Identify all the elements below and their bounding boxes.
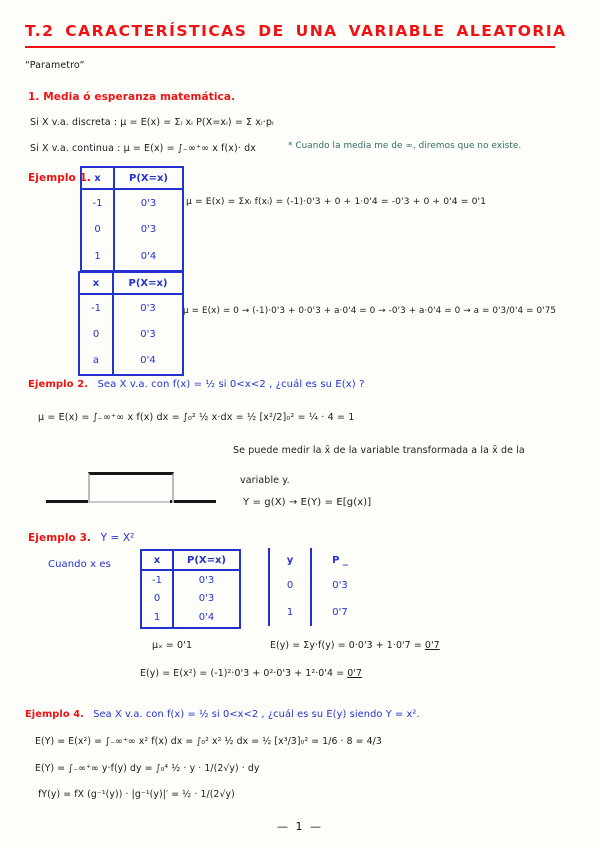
table-cell: 0'3 xyxy=(310,572,368,599)
table-header-x: x xyxy=(82,168,115,190)
formula-discrete: Si X v.a. discreta : μ = E(x) = Σᵢ xᵢ P(X=xᵢ) = Σ xᵢ·pᵢ xyxy=(30,117,274,128)
formula-text: E(y) = Σy·f(y) = 0·0'3 + 1·0'7 = xyxy=(270,640,425,651)
table-cell: a xyxy=(80,348,114,374)
formula-result: 0'7 xyxy=(424,640,440,651)
table-cell: 1 xyxy=(268,599,310,626)
title-underline xyxy=(25,46,555,48)
ejemplo3-mu: μₓ = 0'1 xyxy=(152,640,193,651)
sketch-baseline-left xyxy=(46,500,90,503)
table-cell: 1 xyxy=(82,243,115,270)
table-cell: 0 xyxy=(142,590,174,609)
table-cell: 0'3 xyxy=(198,574,215,586)
table-cell: 0'4 xyxy=(140,251,157,263)
sketch-baseline-right xyxy=(170,500,216,503)
table-cell: -1 xyxy=(80,295,114,321)
ejemplo3-table-y xyxy=(268,548,368,626)
table-header-y: y xyxy=(268,548,310,572)
table-header-p: P(X=x) xyxy=(174,551,239,571)
ejemplo4-statement: Sea X v.a. con f(x) = ½ si 0<x<2 , ¿cuál es su E(y) siendo Y = x². xyxy=(93,709,420,720)
page-title: T.2 CARACTERÍSTICAS DE UNA VARIABLE ALEATORIA xyxy=(25,22,567,40)
ejemplo3-statement-row xyxy=(28,532,134,544)
ejemplo2-statement: Sea X v.a. con f(x) = ½ si 0<x<2 , ¿cuál es su E(x) ? xyxy=(97,379,365,390)
ejemplo3-table-x xyxy=(140,549,241,629)
ejemplo1-table-b xyxy=(78,271,184,376)
table-cell: 0'3 xyxy=(140,302,156,314)
table-cell: 0'3 xyxy=(140,197,157,209)
table-header-p: P(X=x) xyxy=(114,273,182,295)
table-cell: 0'3 xyxy=(140,224,157,236)
table-header-x: x xyxy=(80,273,114,295)
table-header-x: x xyxy=(142,551,174,571)
ejemplo3-statement: Y = X² xyxy=(100,532,135,544)
margin-note-infinite-mean: * Cuando la media me de ∞, diremos que no existe. xyxy=(288,141,522,151)
table-cell: -1 xyxy=(82,190,115,217)
page-number: — 1 — xyxy=(277,820,323,833)
table-cell: 0 xyxy=(82,217,115,244)
subtitle-parametro: “Parametro” xyxy=(25,60,85,71)
transform-note-line1: Se puede medir la x̄ de la variable transformada a la x̄ de la xyxy=(233,445,525,456)
ejemplo4-formula1: E(Y) = E(x²) = ∫₋∞⁺∞ x² f(x) dx = ∫₀² x² ½ dx = ½ [x³/3]₀² = 1/6 · 8 = 4/3 xyxy=(35,736,382,747)
table-header-p: P(X=x) xyxy=(115,168,182,190)
ejemplo4-formula2: E(Y) = ∫₋∞⁺∞ y·f(y) dy = ∫₀⁴ ½ · y · 1/(2√y) · dy xyxy=(35,763,260,774)
ejemplo4-label: Ejemplo 4. xyxy=(25,709,84,720)
ejemplo2-label: Ejemplo 2. xyxy=(28,379,89,390)
ejemplo2-statement-row xyxy=(28,379,365,390)
ejemplo2-formula: μ = E(x) = ∫₋∞⁺∞ x f(x) dx = ∫₀² ½ x·dx = ½ [x²/2]₀² = ¼ · 4 = 1 xyxy=(38,412,355,423)
ejemplo3-caption: Cuando x es xyxy=(48,559,111,570)
table-cell: 0 xyxy=(268,572,310,599)
formula-text: E(y) = E(x²) = (-1)²·0'3 + 0²·0'3 + 1²·0'4 = xyxy=(140,668,348,679)
table-cell: 0'3 xyxy=(140,328,156,340)
table-cell: 0'3 xyxy=(198,593,215,605)
ejemplo4-statement-row xyxy=(25,709,420,720)
ejemplo1-table-a xyxy=(80,166,184,272)
table-cell: 0'7 xyxy=(310,599,368,626)
ejemplo1-formula-a: μ = E(x) = Σxᵢ f(xᵢ) = (-1)·0'3 + 0 + 1·0'4 = -0'3 + 0 + 0'4 = 0'1 xyxy=(186,196,487,207)
ejemplo3-label: Ejemplo 3. xyxy=(28,532,92,544)
ejemplo1-label: Ejemplo 1. xyxy=(28,172,92,184)
table-cell: -1 xyxy=(142,571,174,590)
table-header-p: P _ xyxy=(310,548,368,572)
table-cell: 0'4 xyxy=(140,355,156,367)
table-cell: 0'4 xyxy=(198,612,215,624)
section-heading: 1. Media ó esperanza matemática. xyxy=(28,91,236,103)
ejemplo3-formula-y xyxy=(270,640,440,651)
ejemplo3-formula-x2 xyxy=(140,668,362,679)
ejemplo4-formula3: fY(y) = fX (g⁻¹(y)) · |g⁻¹(y)|′ = ½ · 1/(2√y) xyxy=(38,789,235,800)
formula-continuous: Si X v.a. continua : μ = E(x) = ∫₋∞⁺∞ x f(x)· dx xyxy=(30,143,256,154)
table-cell: 0 xyxy=(80,321,114,347)
sketch-density-rectangle xyxy=(88,472,174,503)
transform-note-line2: variable y. xyxy=(240,475,290,486)
transform-formula: Y = g(X) → E(Y) = E[g(x)] xyxy=(243,497,372,508)
formula-result: 0'7 xyxy=(347,668,363,679)
table-cell: 1 xyxy=(142,608,174,627)
ejemplo1-formula-b: μ = E(x) = 0 → (-1)·0'3 + 0·0'3 + a·0'4 = 0 → -0'3 + a·0'4 = 0 → a = 0'3/0'4 = 0'75 xyxy=(183,306,557,316)
